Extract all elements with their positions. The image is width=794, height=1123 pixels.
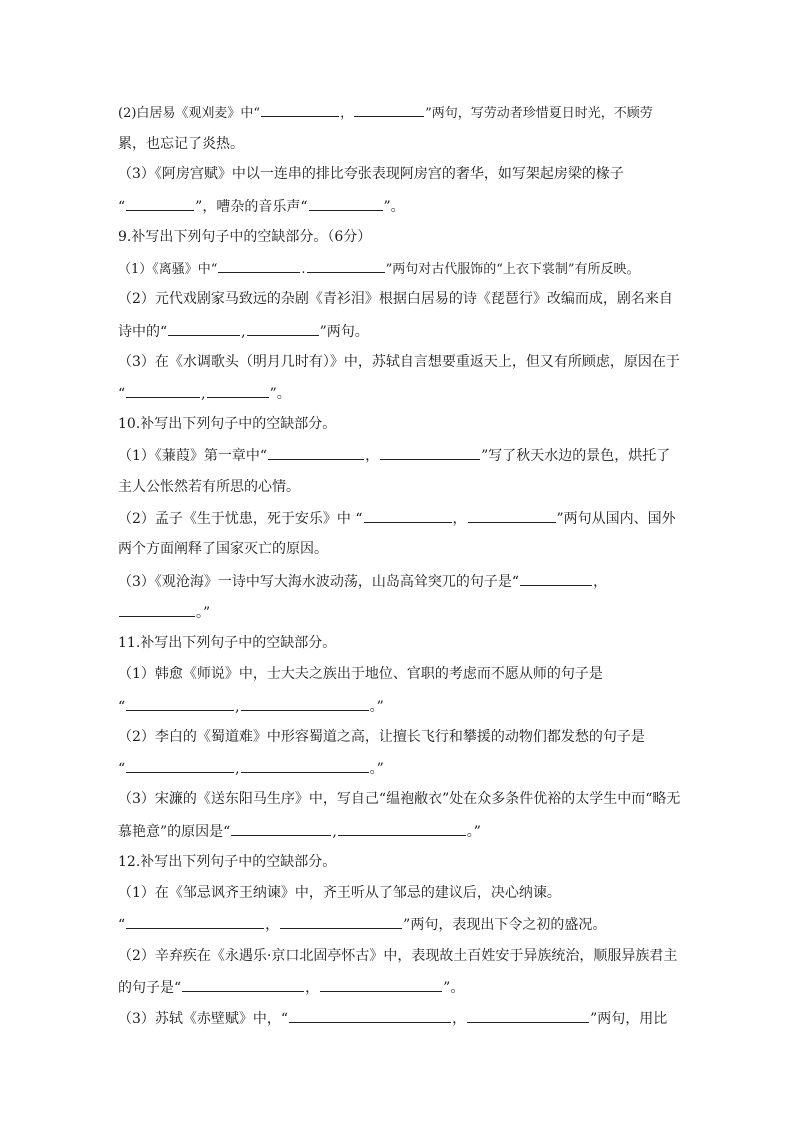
text-line xyxy=(118,759,678,778)
answer-blank[interactable] xyxy=(261,103,339,117)
text-run: ”两句，写劳动者珍惜夏日时光，不顾劳 xyxy=(425,106,653,121)
text-run: 12.补写出下列句子中的空缺部分。 xyxy=(118,854,337,870)
text-run: , xyxy=(332,824,337,840)
text-run: ， xyxy=(452,511,467,527)
text-line xyxy=(118,603,678,622)
text-line xyxy=(118,1009,678,1028)
text-run: , xyxy=(235,761,240,777)
text-run: （3）宋濂的《送东阳马生序》中，写自己“缊袍敝衣”处在众多条件优裕的太学生中而“略无 xyxy=(118,791,681,807)
text-line xyxy=(118,572,678,591)
answer-blank[interactable] xyxy=(247,322,319,336)
answer-blank[interactable] xyxy=(468,509,556,523)
text-run: ”两句，用比 xyxy=(590,1011,668,1027)
text-run: 主人公怅然若有所思的心情。 xyxy=(118,479,300,495)
text-run: , xyxy=(241,324,246,340)
text-line xyxy=(118,947,678,965)
text-run: 诗中的“ xyxy=(118,324,168,340)
text-line xyxy=(118,135,678,153)
text-line xyxy=(118,728,678,746)
answer-blank[interactable] xyxy=(320,978,442,992)
text-run: ”，嘈杂的音乐声“ xyxy=(195,199,308,215)
text-run: ， xyxy=(452,1011,467,1027)
text-run: ”。 xyxy=(383,199,405,215)
text-line xyxy=(118,259,678,279)
answer-blank[interactable] xyxy=(126,197,194,211)
text-run: ”写了秋天水边的景色，烘托了 xyxy=(481,448,671,464)
text-line xyxy=(118,478,678,496)
text-line xyxy=(118,353,678,371)
text-run: （1）《离骚》中“ xyxy=(118,262,218,277)
question-heading xyxy=(118,853,678,871)
text-run: ， xyxy=(340,106,354,121)
text-run: 慕艳意”的原因是“ xyxy=(118,824,231,840)
answer-blank[interactable] xyxy=(467,1009,589,1023)
text-run: “ xyxy=(118,761,126,777)
answer-blank[interactable] xyxy=(364,509,452,523)
text-line xyxy=(118,384,678,403)
text-run: ”两句。 xyxy=(319,324,369,340)
text-line xyxy=(118,290,678,308)
text-line xyxy=(118,822,678,841)
text-run: （3）《阿房宫赋》中以一连串的排比夸张表现阿房宫的奢华，如写架起房梁的椽子 xyxy=(118,166,624,182)
text-run: ”两句，表现出下令之初的盛况。 xyxy=(403,917,607,933)
text-run: 9.补写出下列句子中的空缺部分。（6分） xyxy=(118,229,372,245)
text-run: ”两句从国内、国外 xyxy=(556,511,676,527)
text-line xyxy=(118,197,678,216)
text-run: 的句子是“ xyxy=(118,980,182,996)
answer-blank[interactable] xyxy=(182,978,304,992)
text-run: “ xyxy=(118,386,126,402)
text-line xyxy=(118,103,678,123)
answer-blank[interactable] xyxy=(289,1009,451,1023)
text-line xyxy=(118,509,678,528)
text-run: （2）辛弃疾在《永遇乐·京口北固亭怀古》中，表现故土百姓安于异族统治，顺服异族君主 xyxy=(118,948,678,964)
text-line xyxy=(118,540,678,558)
question-heading xyxy=(118,634,678,652)
text-line xyxy=(118,978,678,997)
text-run: 两个方面阐释了国家灭亡的原因。 xyxy=(118,541,328,557)
answer-blank[interactable] xyxy=(126,384,200,398)
text-run: （1）在《邹忌讽齐王纳谏》中，齐王听从了邹忌的建议后，决心纳谏。 xyxy=(118,885,561,901)
text-run: ， xyxy=(305,980,320,996)
text-run: ， xyxy=(593,574,608,590)
text-run: , xyxy=(201,386,206,402)
answer-blank[interactable] xyxy=(126,759,234,773)
text-run: （3）苏轼《赤壁赋》中，“ xyxy=(118,1011,289,1027)
answer-blank[interactable] xyxy=(126,915,264,929)
text-run: “ xyxy=(118,699,126,715)
answer-blank[interactable] xyxy=(241,697,369,711)
text-run: . xyxy=(301,262,306,277)
text-line xyxy=(118,884,678,902)
text-run: （3）在《水调歌头（明月几时有）》中，苏轼自言想要重返天上，但又有所顾虑，原因在于 xyxy=(118,354,680,370)
text-line xyxy=(118,790,681,808)
text-line xyxy=(118,165,678,183)
text-run: (2)白居易《观刈麦》中“ xyxy=(118,106,261,121)
text-run: 。” xyxy=(466,824,481,840)
text-run: 。” xyxy=(196,605,211,621)
answer-blank[interactable] xyxy=(268,446,364,460)
text-line xyxy=(118,322,678,341)
answer-blank[interactable] xyxy=(231,822,331,836)
answer-blank[interactable] xyxy=(309,197,383,211)
text-run: ， xyxy=(265,917,280,933)
text-line xyxy=(118,446,678,465)
answer-blank[interactable] xyxy=(307,259,385,273)
text-run: （3）《观沧海》一诗中写大海水波动荡，山岛高耸突兀的句子是“ xyxy=(118,574,520,590)
text-run: ”。 xyxy=(269,386,291,402)
text-run: 。” xyxy=(369,761,384,777)
text-run: （1）《蒹葭》第一章中“ xyxy=(118,448,268,464)
text-run: （2）孟子《生于忧患，死于安乐》中 “ xyxy=(118,511,363,527)
text-run: ”两句对古代服饰的“上衣下裳制”有所反映。 xyxy=(385,262,640,277)
answer-blank[interactable] xyxy=(520,572,592,586)
text-run: “ xyxy=(118,917,126,933)
text-run: （2）李白的《蜀道难》中形容蜀道之高，让擅长飞行和攀援的动物们都发愁的句子是 xyxy=(118,729,645,745)
text-run: , xyxy=(235,699,240,715)
answer-blank[interactable] xyxy=(380,446,480,460)
text-run: ”。 xyxy=(443,980,465,996)
text-run: 11.补写出下列句子中的空缺部分。 xyxy=(118,635,337,651)
answer-blank[interactable] xyxy=(119,603,195,617)
text-line xyxy=(118,665,678,683)
text-run: 累，也忘记了炎热。 xyxy=(118,136,244,152)
text-run: 。” xyxy=(369,699,384,715)
answer-blank[interactable] xyxy=(168,322,240,336)
answer-blank[interactable] xyxy=(280,915,402,929)
answer-blank[interactable] xyxy=(241,759,369,773)
text-run: （1）韩愈《师说》中，士大夫之族出于地位、官职的考虑而不愿从师的句子是 xyxy=(118,666,603,682)
text-line xyxy=(118,915,678,934)
answer-blank[interactable] xyxy=(207,384,269,398)
text-run: “ xyxy=(118,199,126,215)
question-heading xyxy=(118,415,678,433)
text-line xyxy=(118,697,678,716)
text-run: （2）元代戏剧家马致远的杂剧《青衫泪》根据白居易的诗《琵琶行》改编而成，剧名来自 xyxy=(118,291,673,307)
text-run: 10.补写出下列句子中的空缺部分。 xyxy=(118,416,337,432)
answer-blank[interactable] xyxy=(354,103,424,117)
answer-blank[interactable] xyxy=(126,697,234,711)
answer-blank[interactable] xyxy=(218,259,300,273)
text-run: ， xyxy=(365,448,380,464)
question-heading xyxy=(118,228,678,246)
answer-blank[interactable] xyxy=(338,822,466,836)
